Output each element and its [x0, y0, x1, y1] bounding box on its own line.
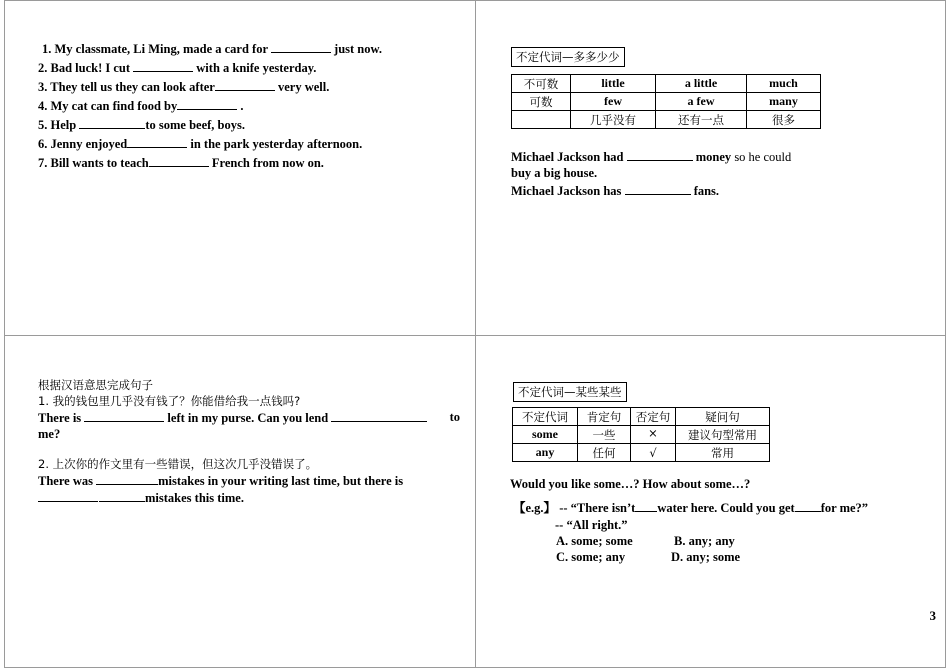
- question-1-english-continued: me?: [38, 427, 61, 441]
- exercise-item: 7. Bill wants to teach French from now on.: [38, 156, 324, 170]
- table-row: 可数 few a few many: [512, 93, 821, 111]
- option-c: C. some; any: [556, 550, 626, 564]
- exercise-item: 4. My cat can find food by .: [38, 99, 244, 113]
- options-row: [513, 533, 933, 549]
- example-line-1: 【e.g.】 -- “There isn’t water here. Could you get for me?”: [513, 501, 869, 515]
- option-b: B. any; any: [674, 534, 735, 548]
- option-a: A. some; some: [556, 534, 633, 548]
- example-question: [513, 499, 933, 565]
- table-row: 几乎没有 还有一点 很多: [512, 111, 821, 129]
- sentence-money-continued: buy a big house.: [511, 166, 598, 180]
- section-heading: 根据汉语意思完成句子: [38, 378, 153, 392]
- sentence-fans: Michael Jackson has fans.: [511, 184, 720, 198]
- exercise-item: 5. Help to some beef, boys.: [38, 118, 245, 132]
- sentence-money: Michael Jackson had money so he could: [511, 150, 792, 164]
- exercise-item: 1. My classmate, Li Ming, made a card for just now.: [42, 42, 382, 56]
- question-2-english-continued: mistakes this time.: [38, 489, 462, 506]
- options-row: [513, 549, 933, 565]
- question-1-english: There is left in my purse. Can you lend to: [38, 410, 460, 425]
- table-row: some 一些 × 建议句型常用: [513, 426, 770, 444]
- exercise-list: [38, 40, 382, 173]
- section-title: 不定代词—某些某些: [513, 382, 627, 402]
- quantifier-table: [511, 74, 821, 129]
- section-title: 不定代词—多多少少: [511, 47, 625, 67]
- table-row: any 任何 √ 常用: [513, 444, 770, 462]
- question-1-chinese: 1. 我的钱包里几乎没有钱了？你能借给我一点钱吗?: [38, 394, 301, 408]
- question-2-chinese: 2. 上次你的作文里有一些错误，但这次几乎没错误了。: [38, 457, 318, 471]
- option-d: D. any; some: [671, 550, 741, 564]
- example-sentences: [511, 148, 831, 201]
- exercise-item: 3. They tell us they can look after very well.: [38, 80, 330, 94]
- table-row: 不可数 little a little much: [512, 75, 821, 93]
- some-any-table: [512, 407, 770, 462]
- translation-section: [38, 378, 462, 506]
- page-number: 3: [929, 608, 936, 623]
- example-line-2: -- “All right.”: [555, 518, 628, 532]
- table-row: 不定代词 肯定句 否定句 疑问句: [513, 408, 770, 426]
- exercise-item: 2. Bad luck! I cut with a knife yesterday.: [38, 61, 317, 75]
- question-2-english: There was mistakes in your writing last time, but there is: [38, 474, 404, 488]
- usage-question: Would you like some…? How about some…?: [510, 477, 751, 491]
- exercise-item: 6. Jenny enjoyed in the park yesterday afternoon.: [38, 137, 363, 151]
